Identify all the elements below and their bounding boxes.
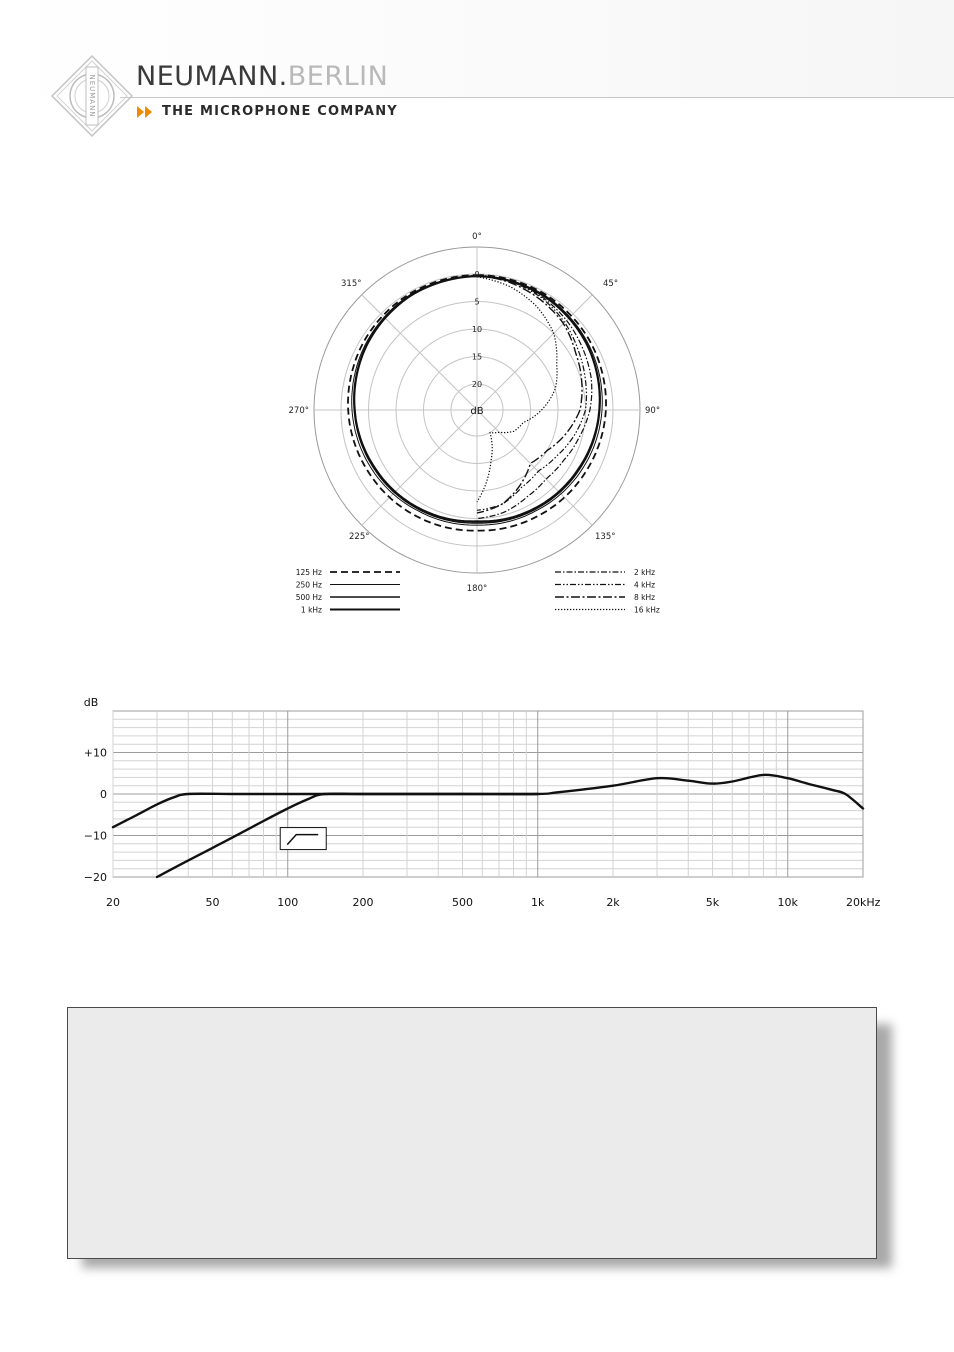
polar-center-label: dB: [470, 406, 484, 417]
polar-ring-label: 10: [471, 325, 483, 334]
frequency-x-tick-label: 20: [106, 896, 120, 909]
polar-angle-label: 45°: [603, 279, 619, 289]
highpass-filter-icon: [280, 828, 326, 850]
double-arrow-icon: [136, 105, 154, 119]
polar-legend-label: 1 kHz: [300, 605, 322, 615]
polar-angle-label: 90°: [645, 406, 661, 416]
polar-legend-label: 125 Hz: [295, 568, 322, 577]
polar-curve: [477, 277, 557, 502]
polar-curve: [477, 275, 592, 518]
frequency-x-tick-label: 10k: [777, 896, 798, 909]
polar-legend-label: 500 Hz: [295, 593, 322, 602]
brand-wordmark: [136, 60, 388, 94]
frequency-x-tick-label: 1k: [531, 896, 545, 909]
frequency-x-tick-label: 100: [277, 896, 299, 909]
frequency-x-tick-label: 500: [451, 896, 473, 909]
frequency-x-tick-label: 20kHz: [846, 896, 881, 909]
polar-pattern-chart: [270, 224, 690, 620]
frequency-y-tick-label: −20: [83, 871, 107, 884]
frequency-x-tick-label: 200: [352, 896, 374, 909]
frequency-response-chart: [76, 688, 896, 918]
polar-legend-label: 2 kHz: [634, 568, 656, 577]
neumann-diamond-emblem-icon: [50, 54, 134, 138]
frequency-y-tick-label: 0: [100, 788, 107, 801]
emblem-text: NEUMANN: [88, 74, 96, 118]
header-divider: [120, 97, 954, 98]
tagline: [136, 104, 398, 119]
frequency-x-tick-label: 2k: [606, 896, 620, 909]
polar-ring-label: 20: [471, 380, 483, 389]
polar-angle-label: 135°: [595, 532, 616, 542]
polar-angle-label: 270°: [288, 406, 309, 416]
polar-legend-label: 8 kHz: [634, 593, 656, 602]
polar-ring-label: 0: [474, 270, 480, 279]
polar-legend-label: 250 Hz: [295, 580, 322, 590]
brand-secondary: BERLIN: [287, 61, 389, 92]
frequency-y-tick-label: +10: [83, 746, 107, 760]
polar-angle-label: 225°: [349, 532, 370, 542]
polar-angle-label: 180°: [466, 584, 488, 594]
polar-angle-label: 315°: [341, 279, 362, 289]
frequency-x-tick-label: 50: [205, 896, 220, 909]
frequency-x-tick-label: 5k: [705, 896, 720, 909]
info-box: [67, 1007, 877, 1259]
polar-labels: [289, 232, 661, 594]
tagline-text: THE MICROPHONE COMPANY: [162, 104, 398, 119]
frequency-y-tick-label: −10: [83, 829, 107, 843]
brand-primary: NEUMANN.: [136, 61, 288, 92]
polar-legend-label: 16 kHz: [634, 605, 660, 615]
polar-ring-label: 5: [474, 297, 480, 307]
polar-ring-label: 15: [471, 352, 483, 362]
polar-angle-label: 0°: [472, 232, 482, 242]
frequency-ylabel: dB: [83, 696, 99, 709]
polar-legend-label: 4 kHz: [634, 580, 656, 590]
